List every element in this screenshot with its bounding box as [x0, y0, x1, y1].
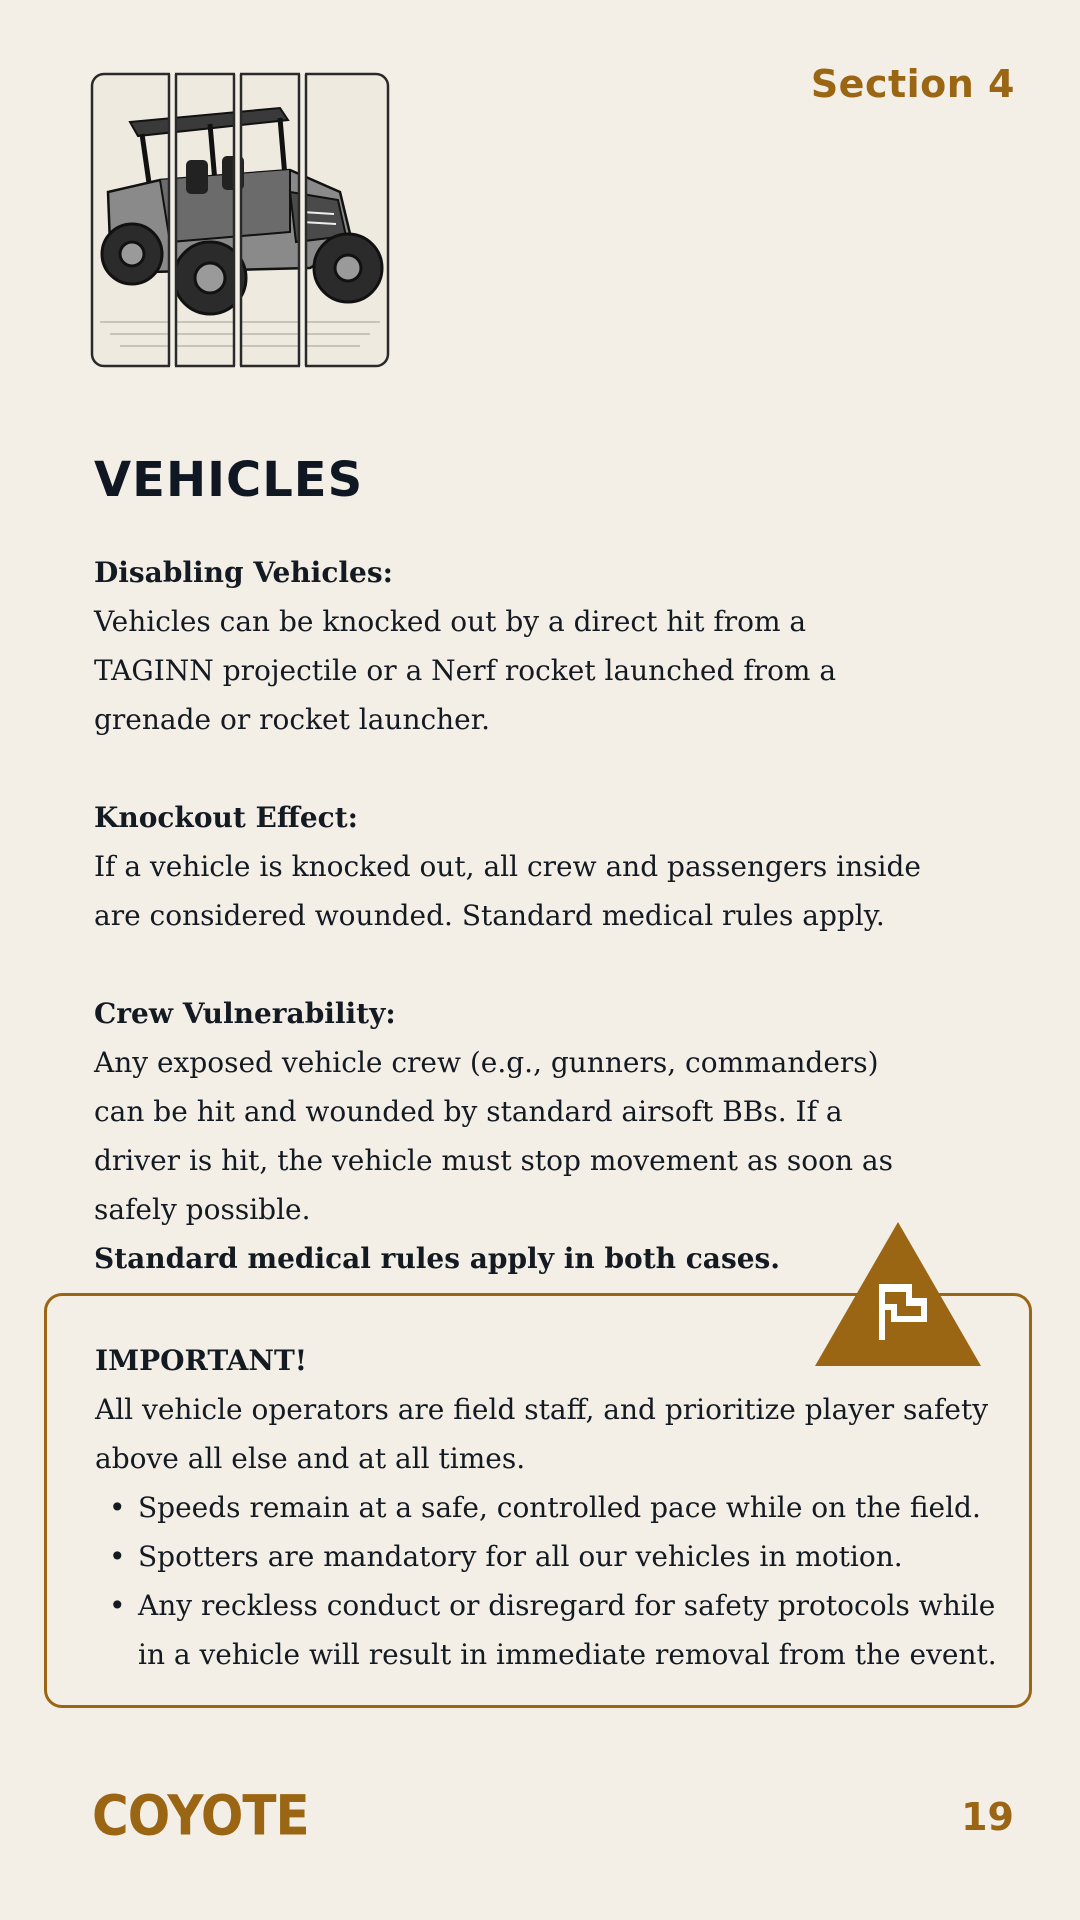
rule-emphasis: Standard medical rules apply in both cases.	[94, 1242, 781, 1275]
rule-text: If a vehicle is knocked out, all crew and passengers inside are considered wounded. Standard medical rules apply.	[94, 850, 921, 932]
list-item: • Spotters are mandatory for all our vehicles in motion.	[95, 1532, 1015, 1581]
vehicle-illustration	[90, 72, 390, 368]
warning-flag-icon	[815, 1222, 981, 1366]
section-label: Section 4	[810, 62, 1015, 106]
important-heading: IMPORTANT!	[95, 1344, 308, 1377]
page-number: 19	[961, 1795, 1014, 1839]
list-item: • Any reckless conduct or disregard for safety protocols while in a vehicle will result in immediate removal from the event.	[95, 1581, 1015, 1679]
rules-content	[94, 548, 1024, 1332]
brand-logo: COYOTE	[92, 1784, 309, 1848]
list-item: • Speeds remain at a safe, controlled pace while on the field.	[95, 1483, 1015, 1532]
page-title: VEHICLES	[94, 452, 364, 508]
rule-heading: Crew Vulnerability:	[94, 997, 396, 1030]
important-text: All vehicle operators are field staff, and prioritize player safety above all else and at all times.	[95, 1393, 989, 1475]
rule-heading: Disabling Vehicles:	[94, 556, 393, 589]
utv-vehicle-icon	[90, 72, 390, 368]
rule-text: Vehicles can be knocked out by a direct hit from a TAGINN projectile or a Nerf rocket launched from a grenade or rocket launcher.	[94, 605, 837, 736]
rule-block-disabling	[94, 548, 924, 744]
important-bullets	[95, 1483, 1015, 1679]
rule-heading: Knockout Effect:	[94, 801, 358, 834]
rule-block-knockout	[94, 793, 924, 940]
rule-text: Any exposed vehicle crew (e.g., gunners, commanders) can be hit and wounded by standard airsoft BBs. If a driver is hit, the vehicle must stop movement as soon as safely possible.	[94, 1046, 893, 1226]
rule-block-crew	[94, 989, 914, 1283]
